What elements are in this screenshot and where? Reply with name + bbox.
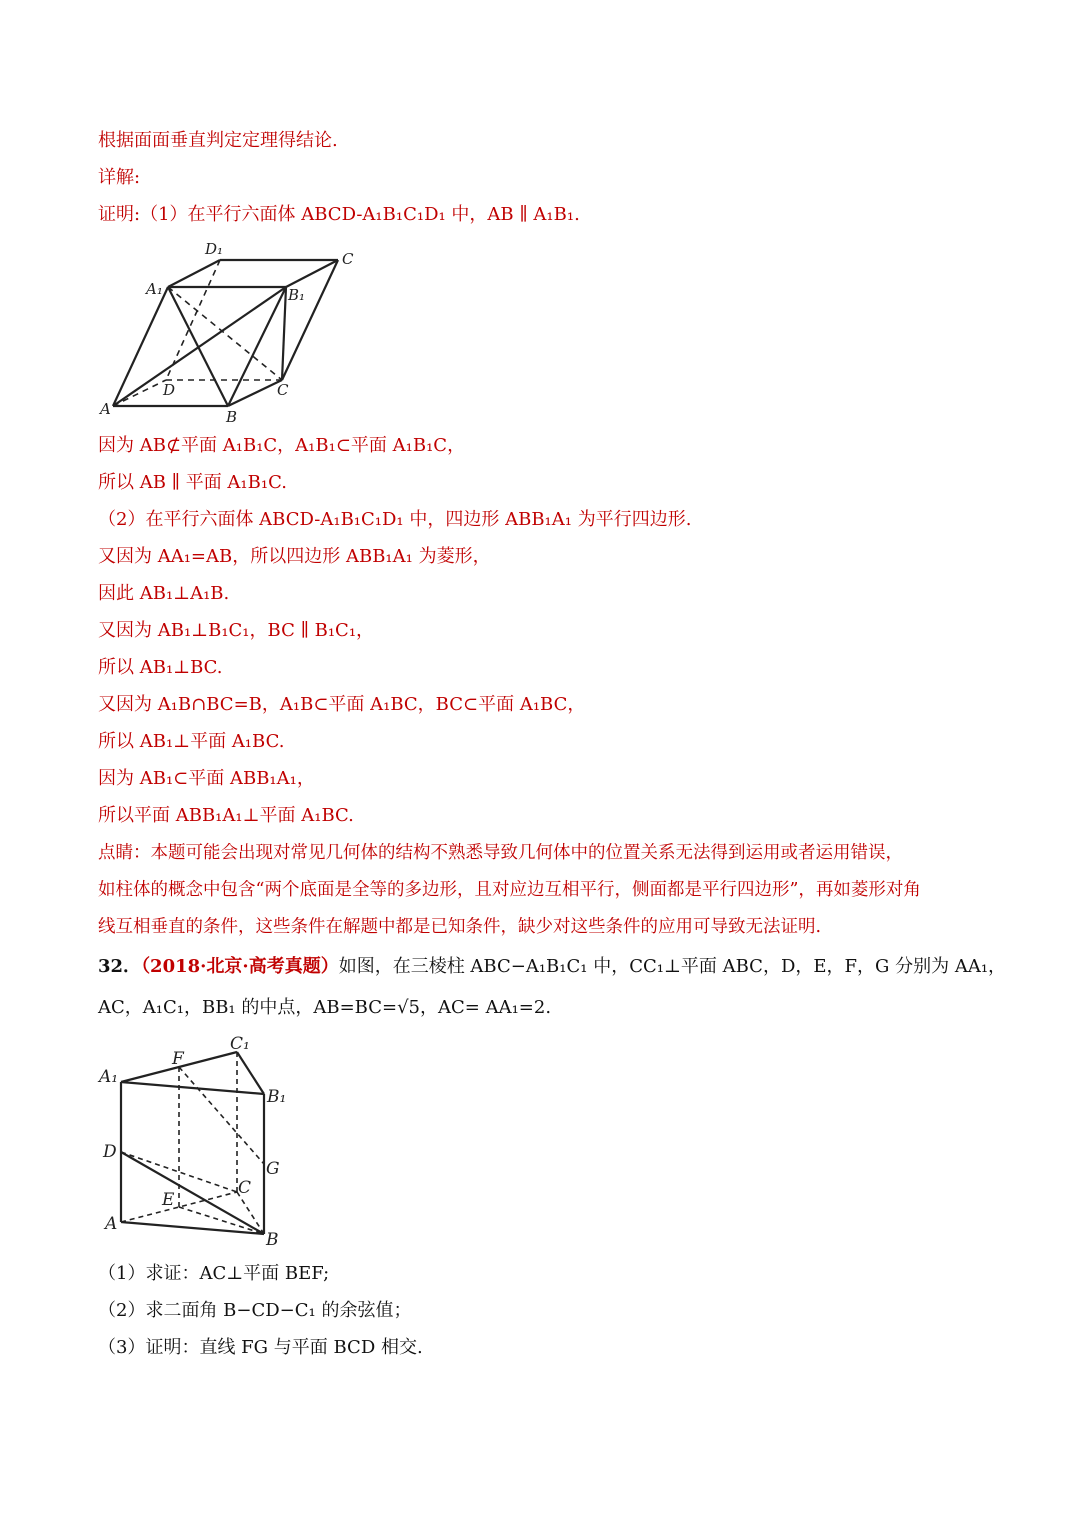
hidden-D1-D (166, 260, 220, 380)
label-A: A (100, 400, 111, 418)
hidden-F-G (179, 1067, 264, 1164)
label-F: F (172, 1049, 184, 1069)
label-B: B (266, 1230, 279, 1248)
edge-B1-C (282, 287, 286, 380)
prism-figure (96, 1030, 296, 1248)
label-D: D (103, 1142, 117, 1162)
label-D: D (163, 381, 176, 399)
question-2: （2）求二面角 B−CD−C₁ 的余弦值； (98, 1300, 412, 1321)
label-A: A (105, 1214, 118, 1234)
problem-32-heading (98, 955, 1006, 979)
question-3: （3）证明：直线 FG 与平面 BCD 相交. (98, 1337, 423, 1358)
step-10: 因为 AB₁⊂平面 ABB₁A₁， (98, 768, 315, 789)
diag-A1-B (168, 287, 228, 406)
edge-B-C (228, 380, 282, 406)
hint-tail: 根据面面垂直判定定理得结论. (98, 130, 338, 151)
label-B1: B₁ (267, 1087, 287, 1107)
label-A1: A₁ (99, 1067, 119, 1087)
problem-stem-line-2: AC，A₁C₁，BB₁ 的中点，AB=BC=√5，AC= AA₁=2. (98, 997, 552, 1018)
comment-line-1: 点睛：本题可能会出现对常见几何体的结构不熟悉导致几何体中的位置关系无法得到运用或者运用错误， (98, 843, 903, 863)
label-E: E (162, 1190, 175, 1210)
step-6: 又因为 AB₁⊥B₁C₁，BC ∥ B₁C₁， (98, 620, 375, 641)
edge-C1-C (282, 260, 338, 380)
step-11: 所以平面 ABB₁A₁⊥平面 A₁BC. (98, 805, 354, 826)
label-B: B (226, 408, 238, 426)
question-1: （1）求证：AC⊥平面 BEF; (98, 1263, 330, 1284)
edge-A1-D1 (168, 260, 220, 287)
step-4: 又因为 AA₁=AB，所以四边形 ABB₁A₁ 为菱形， (98, 546, 491, 567)
step-7: 所以 AB₁⊥BC. (98, 657, 223, 678)
edge-B1-C1 (286, 260, 338, 287)
problem-source: （2018·北京·高考真题） (141, 956, 339, 977)
label-B1: B₁ (288, 286, 306, 304)
step-9: 所以 AB₁⊥平面 A₁BC. (98, 731, 285, 752)
step-2: 所以 AB ∥ 平面 A₁B₁C. (98, 472, 287, 493)
hidden-A-D (113, 380, 166, 406)
edge-A1-B1 (121, 1082, 264, 1094)
label-A1: A₁ (146, 280, 163, 298)
step-8: 又因为 A₁B∩BC=B，A₁B⊂平面 A₁BC，BC⊂平面 A₁BC， (98, 694, 586, 715)
edge-C1-B1 (237, 1052, 264, 1094)
hidden-C-B (237, 1192, 264, 1234)
step-1: 因为 AB⊄平面 A₁B₁C，A₁B₁⊂平面 A₁B₁C， (98, 435, 466, 456)
comment-line-2: 如柱体的概念中包含“两个底面是全等的多边形，且对应边互相平行，侧面都是平行四边形”，再如菱形对角 (98, 880, 921, 900)
problem-number: 32． (98, 956, 142, 977)
label-C1: C (342, 250, 354, 268)
comment-line-3: 线互相垂直的条件，这些条件在解题中都是已知条件，缺少对这些条件的应用可导致无法证明. (98, 917, 822, 937)
label-C: C (238, 1178, 252, 1198)
step-5: 因此 AB₁⊥A₁B. (98, 583, 230, 604)
label-C1: C₁ (230, 1034, 250, 1054)
problem-stem-line-1: 如图，在三棱柱 ABC−A₁B₁C₁ 中，CC₁⊥平面 ABC，D，E，F，G 分别为 AA₁， (338, 956, 1007, 977)
proof-intro: 证明:（1）在平行六面体 ABCD-A₁B₁C₁D₁ 中，AB ∥ A₁B₁. (98, 204, 580, 225)
label-G: G (266, 1159, 280, 1179)
parallelepiped-figure (96, 236, 366, 428)
step-3: （2）在平行六面体 ABCD-A₁B₁C₁D₁ 中，四边形 ABB₁A₁ 为平行四边形. (98, 509, 692, 530)
label-D1: D₁ (205, 240, 224, 258)
detail-label: 详解: (98, 167, 141, 188)
label-C: C (277, 381, 289, 399)
